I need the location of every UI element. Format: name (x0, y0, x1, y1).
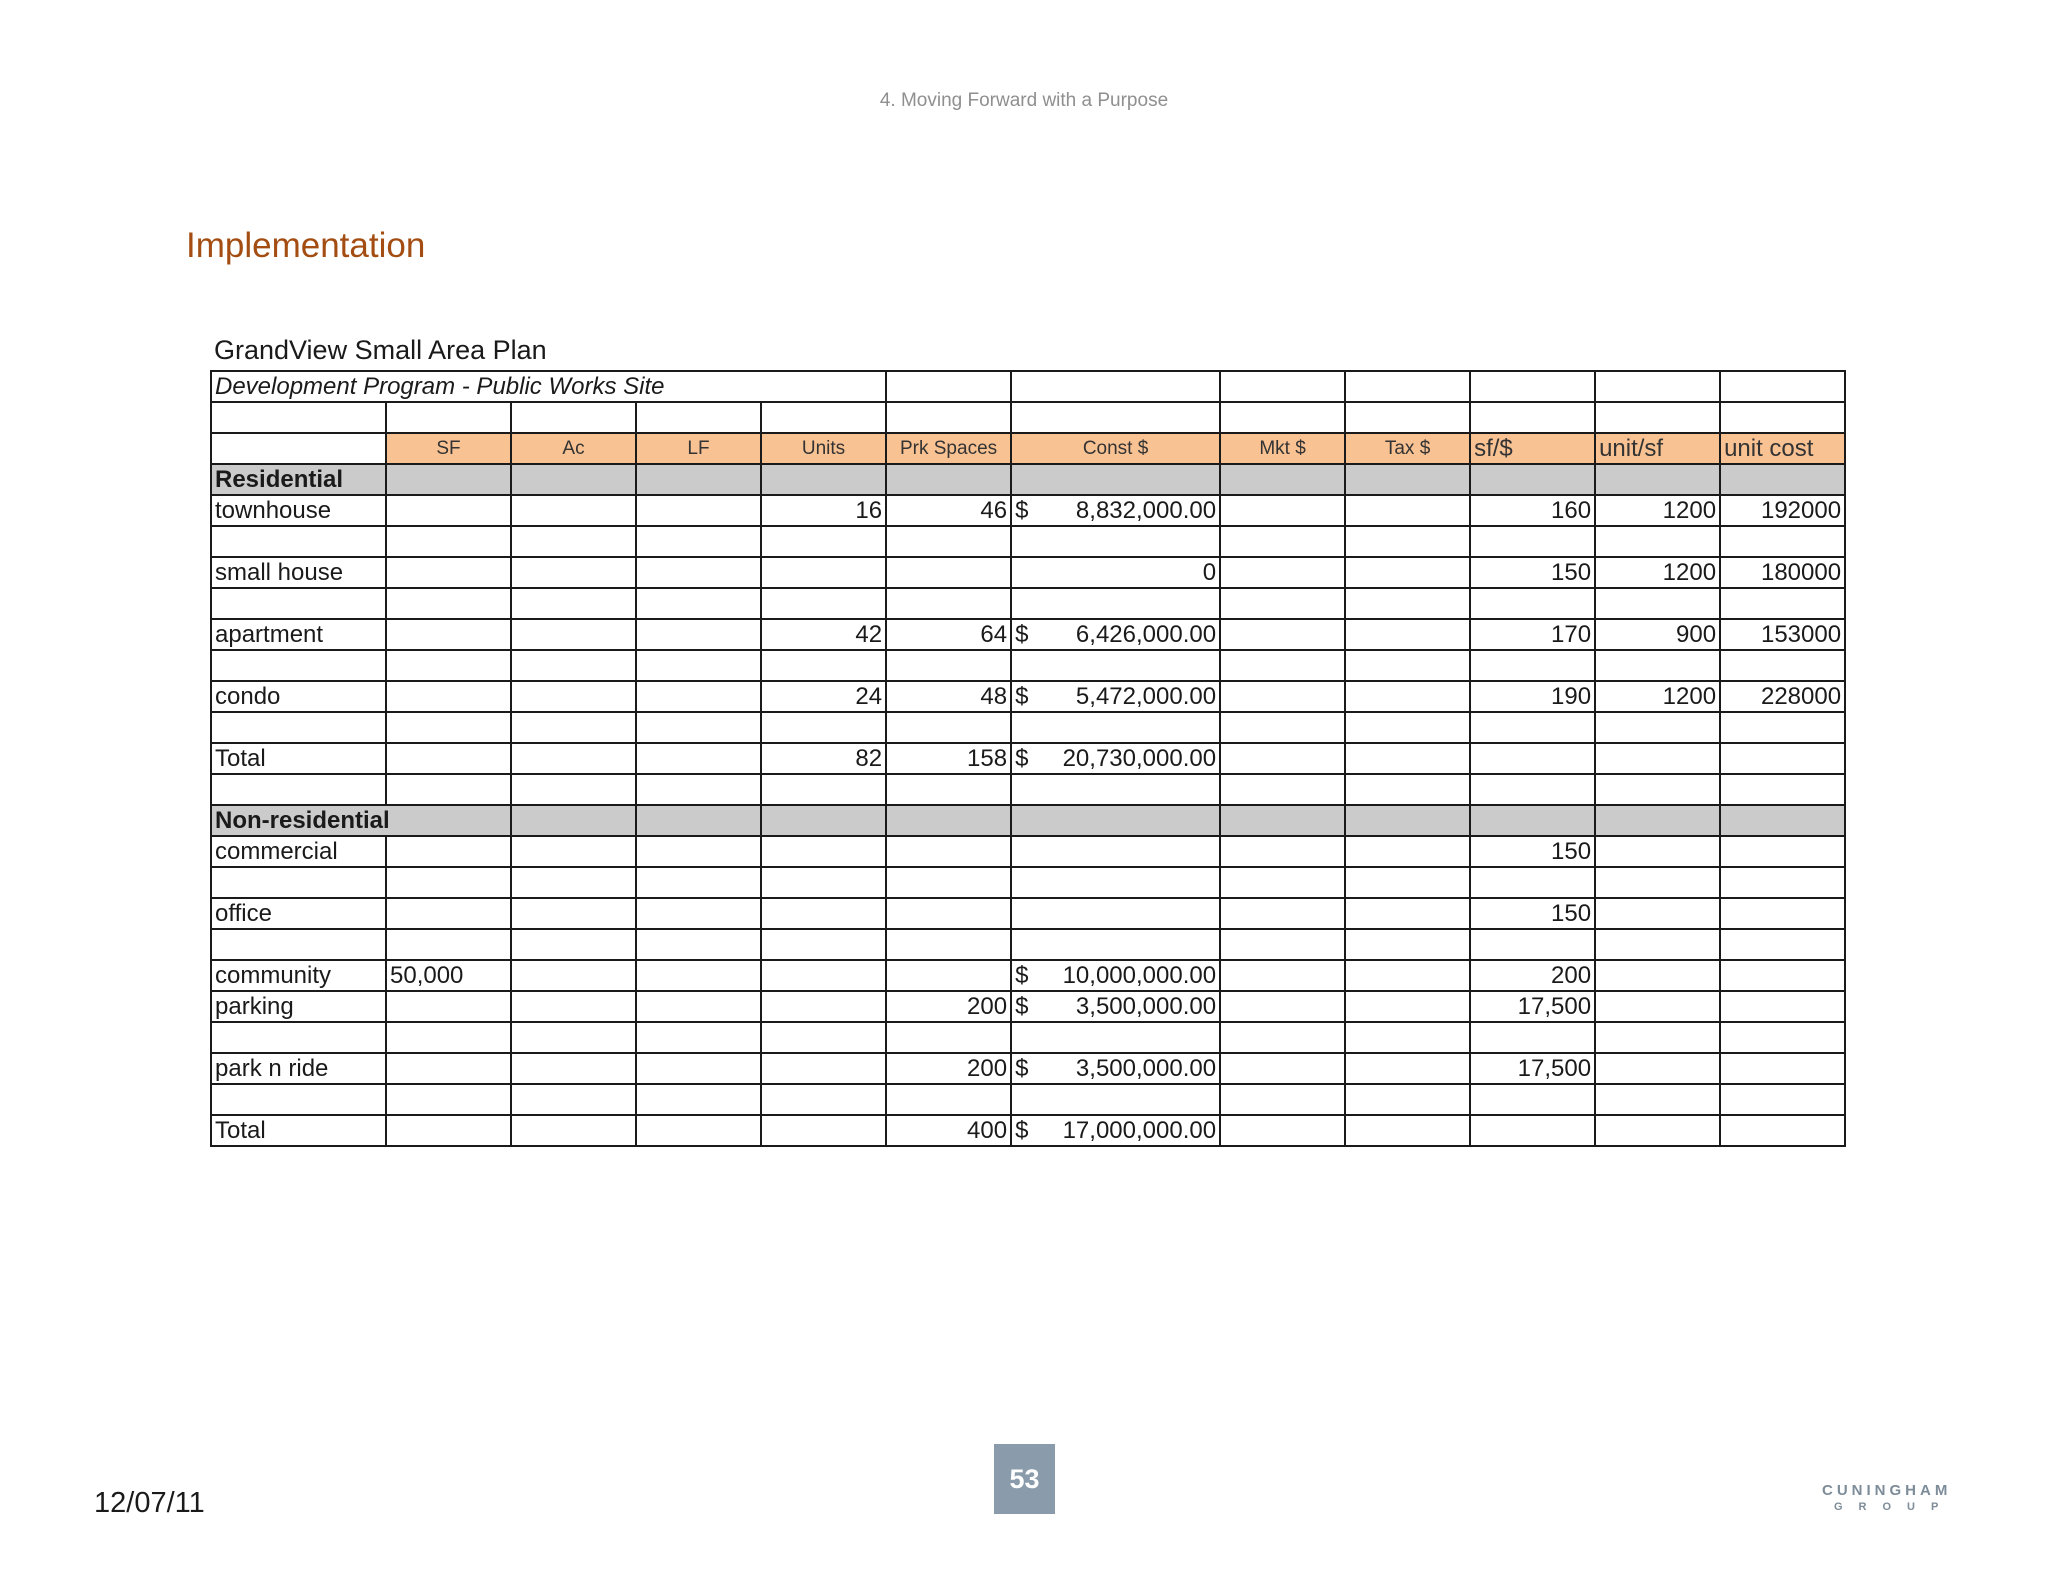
column-header-unit-cost: unit cost (1720, 433, 1845, 464)
column-header-tax: Tax $ (1345, 433, 1470, 464)
row-label: community (211, 960, 386, 991)
cell-tax (1345, 836, 1470, 867)
cell-units (761, 960, 886, 991)
subtitle-row (211, 371, 1845, 402)
cell-lf (636, 681, 761, 712)
cell-tax (1345, 898, 1470, 929)
table-row (211, 619, 1845, 650)
cell-mkt (1220, 991, 1345, 1022)
cell-const (1011, 991, 1220, 1022)
cell-sf (386, 743, 511, 774)
table-row (211, 681, 1845, 712)
residential-section-heading: Residential (211, 464, 386, 495)
cell-lf (636, 960, 761, 991)
const-amount: 3,500,000.00 (1075, 992, 1217, 1020)
cell-tax (1345, 991, 1470, 1022)
cell-unit-cost (1720, 1115, 1845, 1146)
cell-unit-cost (1720, 836, 1845, 867)
cell-units (761, 898, 886, 929)
cell-lf (636, 898, 761, 929)
cell-sf-per-dollar: 150 (1470, 836, 1595, 867)
table-row (211, 898, 1845, 929)
cell-unit-cost: 228000 (1720, 681, 1845, 712)
logo-line2: GROUP (1834, 1501, 1955, 1513)
cell-const (1011, 557, 1220, 588)
currency-symbol: $ (1015, 744, 1029, 772)
cell-tax (1345, 743, 1470, 774)
cell-const (1011, 836, 1220, 867)
const-amount: 3,500,000.00 (1075, 1054, 1217, 1082)
cell-mkt (1220, 681, 1345, 712)
currency-symbol: $ (1015, 682, 1029, 710)
cell-tax (1345, 1115, 1470, 1146)
column-header-const: Const $ (1011, 433, 1220, 464)
cell-unit-sf (1595, 1115, 1720, 1146)
cell-sf-per-dollar: 150 (1470, 557, 1595, 588)
cell-sf (386, 619, 511, 650)
cell-unit-sf (1595, 898, 1720, 929)
table-row (211, 495, 1845, 526)
cell-unit-cost: 180000 (1720, 557, 1845, 588)
cell-ac (511, 495, 636, 526)
cell-const (1011, 743, 1220, 774)
const-amount: 8,832,000.00 (1075, 496, 1217, 524)
cell-ac (511, 1115, 636, 1146)
cell-sf-per-dollar: 17,500 (1470, 991, 1595, 1022)
blank-row (211, 929, 1845, 960)
cell-unit-cost (1720, 960, 1845, 991)
cell-mkt (1220, 1053, 1345, 1084)
cell-lf (636, 836, 761, 867)
blank-row (211, 526, 1845, 557)
column-header-lf: LF (636, 433, 761, 464)
blank-row (211, 774, 1845, 805)
currency-symbol: $ (1015, 620, 1029, 648)
cell-prk-spaces: 48 (886, 681, 1011, 712)
nonresidential-section-heading: Non-residential (211, 805, 511, 836)
blank-row (211, 588, 1845, 619)
row-label: townhouse (211, 495, 386, 526)
blank-row (211, 712, 1845, 743)
table-row (211, 557, 1845, 588)
cell-const (1011, 1053, 1220, 1084)
cell-lf (636, 1053, 761, 1084)
cell-unit-cost (1720, 898, 1845, 929)
development-program-table (210, 370, 1846, 1147)
cell-units: 42 (761, 619, 886, 650)
cell-unit-cost (1720, 743, 1845, 774)
cell-sf (386, 898, 511, 929)
cell-sf (386, 557, 511, 588)
plan-title: GrandView Small Area Plan (214, 335, 547, 365)
cell-tax (1345, 495, 1470, 526)
cell-sf-per-dollar: 150 (1470, 898, 1595, 929)
company-logo (1822, 1482, 1955, 1513)
currency-symbol: $ (1015, 1054, 1029, 1082)
cell-sf-per-dollar (1470, 743, 1595, 774)
cell-sf (386, 836, 511, 867)
section-title: Implementation (186, 226, 426, 265)
blank-row (211, 1084, 1845, 1115)
cell-units (761, 1053, 886, 1084)
cell-sf-per-dollar: 170 (1470, 619, 1595, 650)
currency-symbol: $ (1015, 496, 1029, 524)
blank-row (211, 402, 1845, 433)
cell-unit-sf: 1200 (1595, 495, 1720, 526)
cell-units (761, 557, 886, 588)
cell-mkt (1220, 557, 1345, 588)
cell-sf-per-dollar: 17,500 (1470, 1053, 1595, 1084)
cell-mkt (1220, 743, 1345, 774)
const-amount: 10,000,000.00 (1062, 961, 1217, 989)
cell-sf (386, 991, 511, 1022)
blank-row (211, 1022, 1845, 1053)
page-header: 4. Moving Forward with a Purpose (879, 90, 1169, 111)
cell-const (1011, 960, 1220, 991)
row-label: condo (211, 681, 386, 712)
cell-mkt (1220, 960, 1345, 991)
cell-lf (636, 743, 761, 774)
cell-unit-sf (1595, 960, 1720, 991)
cell-units: 24 (761, 681, 886, 712)
cell-prk-spaces (886, 960, 1011, 991)
cell-prk-spaces (886, 836, 1011, 867)
footer-date: 12/07/11 (94, 1487, 205, 1519)
cell-prk-spaces: 64 (886, 619, 1011, 650)
row-label: apartment (211, 619, 386, 650)
cell-ac (511, 619, 636, 650)
cell-sf-per-dollar (1470, 1115, 1595, 1146)
cell-unit-cost: 153000 (1720, 619, 1845, 650)
row-label: office (211, 898, 386, 929)
cell-sf: 50,000 (386, 960, 511, 991)
cell-lf (636, 619, 761, 650)
column-header-sf-per-dollar: sf/$ (1470, 433, 1595, 464)
const-amount: 20,730,000.00 (1062, 744, 1217, 772)
cell-prk-spaces: 400 (886, 1115, 1011, 1146)
cell-units: 82 (761, 743, 886, 774)
cell-sf (386, 681, 511, 712)
residential-section (211, 464, 1845, 495)
cell-lf (636, 495, 761, 526)
currency-symbol: $ (1015, 1116, 1029, 1144)
blank-row (211, 867, 1845, 898)
cell-const (1011, 495, 1220, 526)
cell-ac (511, 681, 636, 712)
cell-mkt (1220, 1115, 1345, 1146)
blank-row (211, 650, 1845, 681)
const-amount: 17,000,000.00 (1062, 1116, 1217, 1144)
column-header-mkt: Mkt $ (1220, 433, 1345, 464)
cell-const (1011, 619, 1220, 650)
const-amount: 6,426,000.00 (1075, 620, 1217, 648)
cell-lf (636, 991, 761, 1022)
cell-mkt (1220, 619, 1345, 650)
row-label: Total (211, 1115, 386, 1146)
row-label: small house (211, 557, 386, 588)
table-row (211, 743, 1845, 774)
cell-mkt (1220, 836, 1345, 867)
row-label: Total (211, 743, 386, 774)
cell-const (1011, 898, 1220, 929)
cell-units: 16 (761, 495, 886, 526)
cell-ac (511, 557, 636, 588)
table-row (211, 960, 1845, 991)
cell-ac (511, 836, 636, 867)
cell-tax (1345, 681, 1470, 712)
cell-ac (511, 898, 636, 929)
cell-sf-per-dollar: 200 (1470, 960, 1595, 991)
cell-tax (1345, 960, 1470, 991)
cell-prk-spaces: 46 (886, 495, 1011, 526)
cell-units (761, 991, 886, 1022)
cell-prk-spaces: 200 (886, 1053, 1011, 1084)
logo-line1: CUNINGHAM (1822, 1482, 1952, 1499)
cell-tax (1345, 557, 1470, 588)
column-header-units: Units (761, 433, 886, 464)
cell-sf (386, 495, 511, 526)
cell-mkt (1220, 495, 1345, 526)
const-amount: 0 (1202, 558, 1217, 586)
row-label: park n ride (211, 1053, 386, 1084)
table-row (211, 1053, 1845, 1084)
cell-ac (511, 960, 636, 991)
table-row (211, 1115, 1845, 1146)
cell-units (761, 836, 886, 867)
cell-const (1011, 681, 1220, 712)
const-amount: 5,472,000.00 (1075, 682, 1217, 710)
cell-unit-sf: 1200 (1595, 681, 1720, 712)
cell-unit-sf: 1200 (1595, 557, 1720, 588)
cell-sf-per-dollar: 190 (1470, 681, 1595, 712)
page-number: 53 (994, 1444, 1055, 1514)
cell-unit-cost: 192000 (1720, 495, 1845, 526)
cell-unit-sf (1595, 836, 1720, 867)
cell-prk-spaces: 158 (886, 743, 1011, 774)
cell-unit-cost (1720, 1053, 1845, 1084)
cell-ac (511, 1053, 636, 1084)
table-row (211, 836, 1845, 867)
cell-const (1011, 1115, 1220, 1146)
currency-symbol: $ (1015, 961, 1029, 989)
cell-lf (636, 557, 761, 588)
currency-symbol: $ (1015, 992, 1029, 1020)
row-label: parking (211, 991, 386, 1022)
row-label: commercial (211, 836, 386, 867)
cell-unit-sf: 900 (1595, 619, 1720, 650)
cell-unit-sf (1595, 743, 1720, 774)
cell-unit-sf (1595, 991, 1720, 1022)
cell-unit-sf (1595, 1053, 1720, 1084)
cell-mkt (1220, 898, 1345, 929)
cell-prk-spaces (886, 898, 1011, 929)
cell-ac (511, 743, 636, 774)
cell-units (761, 1115, 886, 1146)
cell-tax (1345, 1053, 1470, 1084)
cell-tax (1345, 619, 1470, 650)
cell-prk-spaces: 200 (886, 991, 1011, 1022)
cell-ac (511, 991, 636, 1022)
cell-lf (636, 1115, 761, 1146)
column-header-unit-sf: unit/sf (1595, 433, 1720, 464)
column-header-ac: Ac (511, 433, 636, 464)
column-header-prk-spaces: Prk Spaces (886, 433, 1011, 464)
cell-sf (386, 1115, 511, 1146)
table-row (211, 991, 1845, 1022)
cell-unit-cost (1720, 991, 1845, 1022)
cell-sf-per-dollar: 160 (1470, 495, 1595, 526)
column-header-sf: SF (386, 433, 511, 464)
cell-prk-spaces (886, 557, 1011, 588)
cell-sf (386, 1053, 511, 1084)
table-subtitle: Development Program - Public Works Site (211, 371, 886, 402)
column-header-row (211, 433, 1845, 464)
nonresidential-section (211, 805, 1845, 836)
